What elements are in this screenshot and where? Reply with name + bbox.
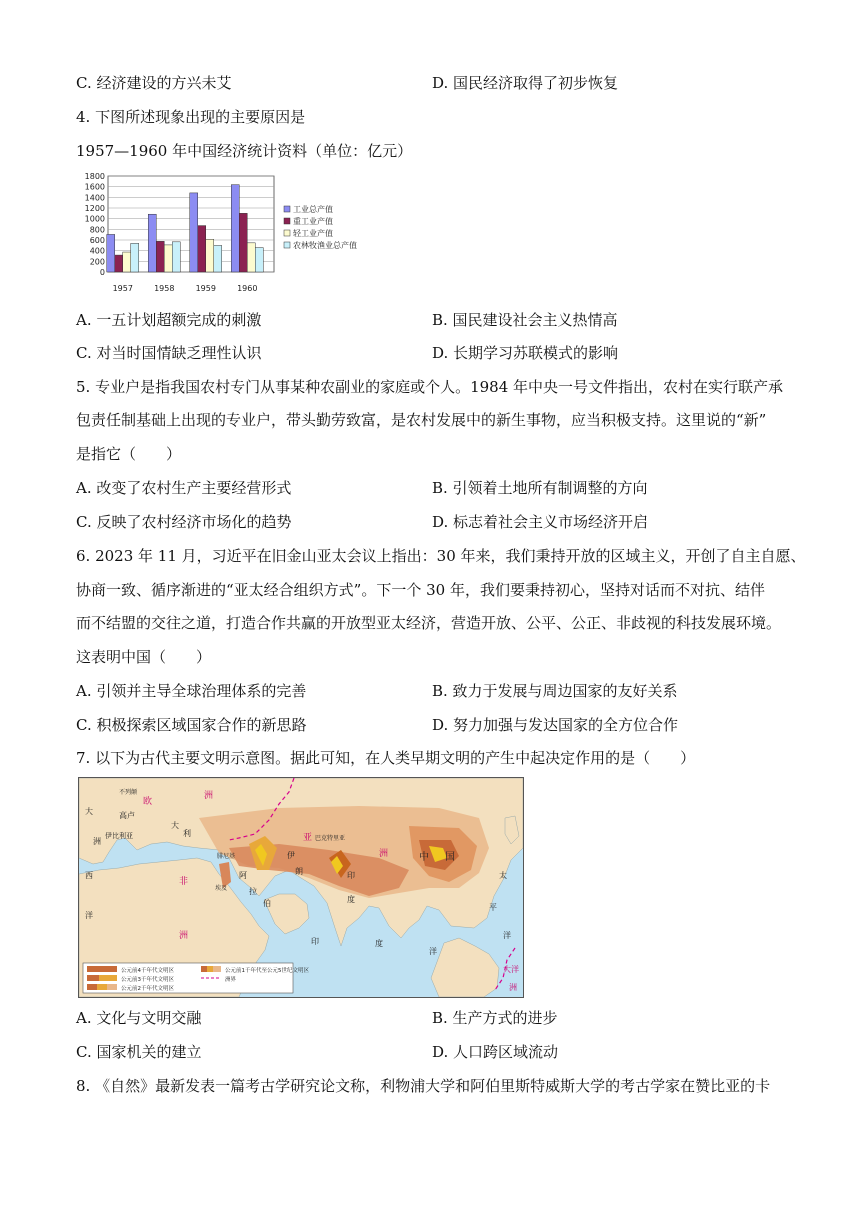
q7-option-d[interactable]: D. 人口跨区域流动 xyxy=(432,1043,559,1061)
legend-swatch xyxy=(284,206,290,212)
map-label: 拉 xyxy=(249,887,257,896)
q7-option-c[interactable]: C. 国家机关的建立 xyxy=(76,1043,202,1061)
map-label: 洲 xyxy=(93,837,101,846)
map-label: 大 xyxy=(85,807,93,816)
y-tick-label: 800 xyxy=(89,225,105,235)
legend-label: 工业总产值 xyxy=(293,205,333,214)
bar-重工业产值-1958 xyxy=(156,241,164,272)
map-label: 洋 xyxy=(85,911,93,920)
map-label: 亚 xyxy=(303,833,313,843)
bar-农林牧渔业总产值-1960 xyxy=(255,248,263,272)
map-label: 平 xyxy=(489,903,497,912)
map-label: 高卢 xyxy=(119,811,135,820)
map-label: 利 xyxy=(183,829,191,838)
bar-轻工业产值-1958 xyxy=(164,245,172,272)
map-label: 印 xyxy=(347,871,355,880)
q3-option-d[interactable]: D. 国民经济取得了初步恢复 xyxy=(432,74,619,92)
bar-轻工业产值-1959 xyxy=(206,239,214,272)
bar-轻工业产值-1957 xyxy=(123,252,131,272)
q5-option-a[interactable]: A. 改变了农村生产主要经营形式 xyxy=(76,479,292,497)
q6-stem-line-4: 这表明中国（ ） xyxy=(76,648,212,666)
q7-stem: 7. 以下为古代主要文明示意图。据此可知，在人类早期文明的产生中起决定作用的是（ ） xyxy=(76,749,696,767)
map-label: 大洋 xyxy=(503,965,519,974)
map-drawing xyxy=(79,778,523,997)
x-tick-label: 1959 xyxy=(195,284,216,293)
q4-option-d[interactable]: D. 长期学习苏联模式的影响 xyxy=(432,344,619,362)
q4-chart-caption: 1957—1960 年中国经济统计资料（单位：亿元） xyxy=(76,142,413,160)
bar-工业总产值-1957 xyxy=(107,234,115,272)
map-label: 洲 xyxy=(179,931,189,941)
q5-stem-line-2: 包责任制基础上出现的专业户，带头勤劳致富，是农村发展中的新生事物，应当积极支持。这里说的“新” xyxy=(76,411,767,429)
q7-option-a[interactable]: A. 文化与文明交融 xyxy=(76,1009,202,1027)
legend-swatch xyxy=(284,242,290,248)
q4-option-a[interactable]: A. 一五计划超额完成的刺激 xyxy=(76,311,262,329)
q5-option-b[interactable]: B. 引领着土地所有制调整的方向 xyxy=(432,479,648,497)
bar-农林牧渔业总产值-1957 xyxy=(131,243,139,272)
legend-label: 公元前2千年代文明区 xyxy=(121,986,174,992)
bar-重工业产值-1959 xyxy=(198,226,206,272)
ancient-civilizations-map xyxy=(78,777,524,998)
map-label: 印 xyxy=(311,937,319,946)
q4-option-b[interactable]: B. 国民建设社会主义热情高 xyxy=(432,311,618,329)
map-label: 伊 xyxy=(287,851,295,860)
q6-stem-line-2: 协商一致、循序渐进的“亚太经合组织方式”。下一个 30 年，我们要秉持初心，坚持对话而不对抗、结伴 xyxy=(76,581,765,599)
q4-option-c[interactable]: C. 对当时国情缺乏理性认识 xyxy=(76,344,262,362)
q5-option-c[interactable]: C. 反映了农村经济市场化的趋势 xyxy=(76,513,292,531)
q3-option-c[interactable]: C. 经济建设的方兴未艾 xyxy=(76,74,232,92)
q8-stem: 8. 《自然》最新发表一篇考古学研究论文称，利物浦大学和阿伯里斯特威斯大学的考古学家在赞比亚的卡 xyxy=(76,1077,771,1095)
map-label: 不列颠 xyxy=(119,789,138,796)
y-tick-label: 1200 xyxy=(84,204,105,213)
map-label: 洋 xyxy=(503,931,511,940)
bar-轻工业产值-1960 xyxy=(247,243,255,272)
y-tick-label: 1400 xyxy=(84,193,105,203)
q6-option-d[interactable]: D. 努力加强与发达国家的全方位合作 xyxy=(432,716,679,734)
x-tick-label: 1958 xyxy=(154,284,175,293)
y-tick-label: 0 xyxy=(99,268,105,277)
map-legend xyxy=(83,963,309,993)
bar-工业总产值-1958 xyxy=(148,214,156,272)
legend-label: 公元前1千年代至公元5世纪文明区 xyxy=(225,968,309,974)
legend-label: 轻工业产值 xyxy=(293,229,333,238)
map-label: 西 xyxy=(85,871,93,880)
q6-option-b[interactable]: B. 致力于发展与周边国家的友好关系 xyxy=(432,682,678,700)
map-label: 阿 xyxy=(239,871,247,880)
map-label: 中 xyxy=(419,852,429,863)
map-label: 国 xyxy=(445,852,455,863)
legend-label: 公元前3千年代文明区 xyxy=(121,977,174,983)
map-label: 埃及 xyxy=(215,885,228,892)
q5-option-d[interactable]: D. 标志着社会主义市场经济开启 xyxy=(432,513,649,531)
q5-stem-line-3: 是指它（ ） xyxy=(76,445,182,463)
legend-swatch xyxy=(284,218,290,224)
y-tick-label: 600 xyxy=(89,236,105,245)
legend-label: 洲界 xyxy=(225,977,237,983)
q7-option-b[interactable]: B. 生产方式的进步 xyxy=(432,1009,558,1027)
x-tick-label: 1957 xyxy=(112,284,133,293)
bar-农林牧渔业总产值-1959 xyxy=(214,245,222,272)
legend-label: 农林牧渔业总产值 xyxy=(293,241,357,250)
q6-option-c[interactable]: C. 积极探索区域国家合作的新思路 xyxy=(76,716,307,734)
map-label: 洲 xyxy=(509,983,517,992)
bar-农林牧渔业总产值-1958 xyxy=(172,242,180,272)
map-label: 洲 xyxy=(204,791,214,801)
map-label: 朗 xyxy=(295,867,303,876)
map-label: 洲 xyxy=(379,849,389,859)
map-label: 腓尼基 xyxy=(217,853,236,860)
map-label: 伯 xyxy=(263,899,271,908)
x-tick-label: 1960 xyxy=(237,284,258,293)
bar-工业总产值-1959 xyxy=(190,193,198,272)
q6-stem-line-1: 6. 2023 年 11 月，习近平在旧金山亚太会议上指出：30 年来，我们秉持开放的区域主义，开创了自主自愿、 xyxy=(76,547,806,565)
bar-重工业产值-1957 xyxy=(115,255,123,272)
bar-工业总产值-1960 xyxy=(231,185,239,272)
q4-stem: 4. 下图所述现象出现的主要原因是 xyxy=(76,108,306,126)
legend-label: 公元前4千年代文明区 xyxy=(121,968,174,974)
y-tick-label: 400 xyxy=(89,246,105,256)
map-label: 大 xyxy=(171,821,179,830)
map-label: 洋 xyxy=(429,947,437,956)
map-label: 伊比利亚 xyxy=(105,832,133,840)
y-tick-label: 1600 xyxy=(84,182,105,192)
legend-swatch xyxy=(284,230,290,236)
legend-label: 重工业产值 xyxy=(293,217,333,226)
map-label: 太 xyxy=(499,871,507,880)
bar-重工业产值-1960 xyxy=(239,213,247,272)
y-tick-label: 200 xyxy=(89,257,105,267)
map-label: 度 xyxy=(375,939,383,948)
q5-stem-line-1: 5. 专业户是指我国农村专门从事某种农副业的家庭或个人。1984 年中央一号文件指出，农村在实行联产承 xyxy=(76,378,784,396)
y-tick-label: 1800 xyxy=(84,172,105,181)
map-label: 欧 xyxy=(143,797,153,807)
y-tick-label: 1000 xyxy=(84,214,105,224)
map-label: 非 xyxy=(179,877,189,887)
map-label: 度 xyxy=(347,895,355,904)
q6-stem-line-3: 而不结盟的交往之道，打造合作共赢的开放型亚太经济，营造开放、公平、公正、非歧视的科技发展环境。 xyxy=(76,614,782,632)
q6-option-a[interactable]: A. 引领并主导全球治理体系的完善 xyxy=(76,682,307,700)
bar-chart xyxy=(76,170,376,295)
map-label: 巴克特里亚 xyxy=(315,835,346,842)
